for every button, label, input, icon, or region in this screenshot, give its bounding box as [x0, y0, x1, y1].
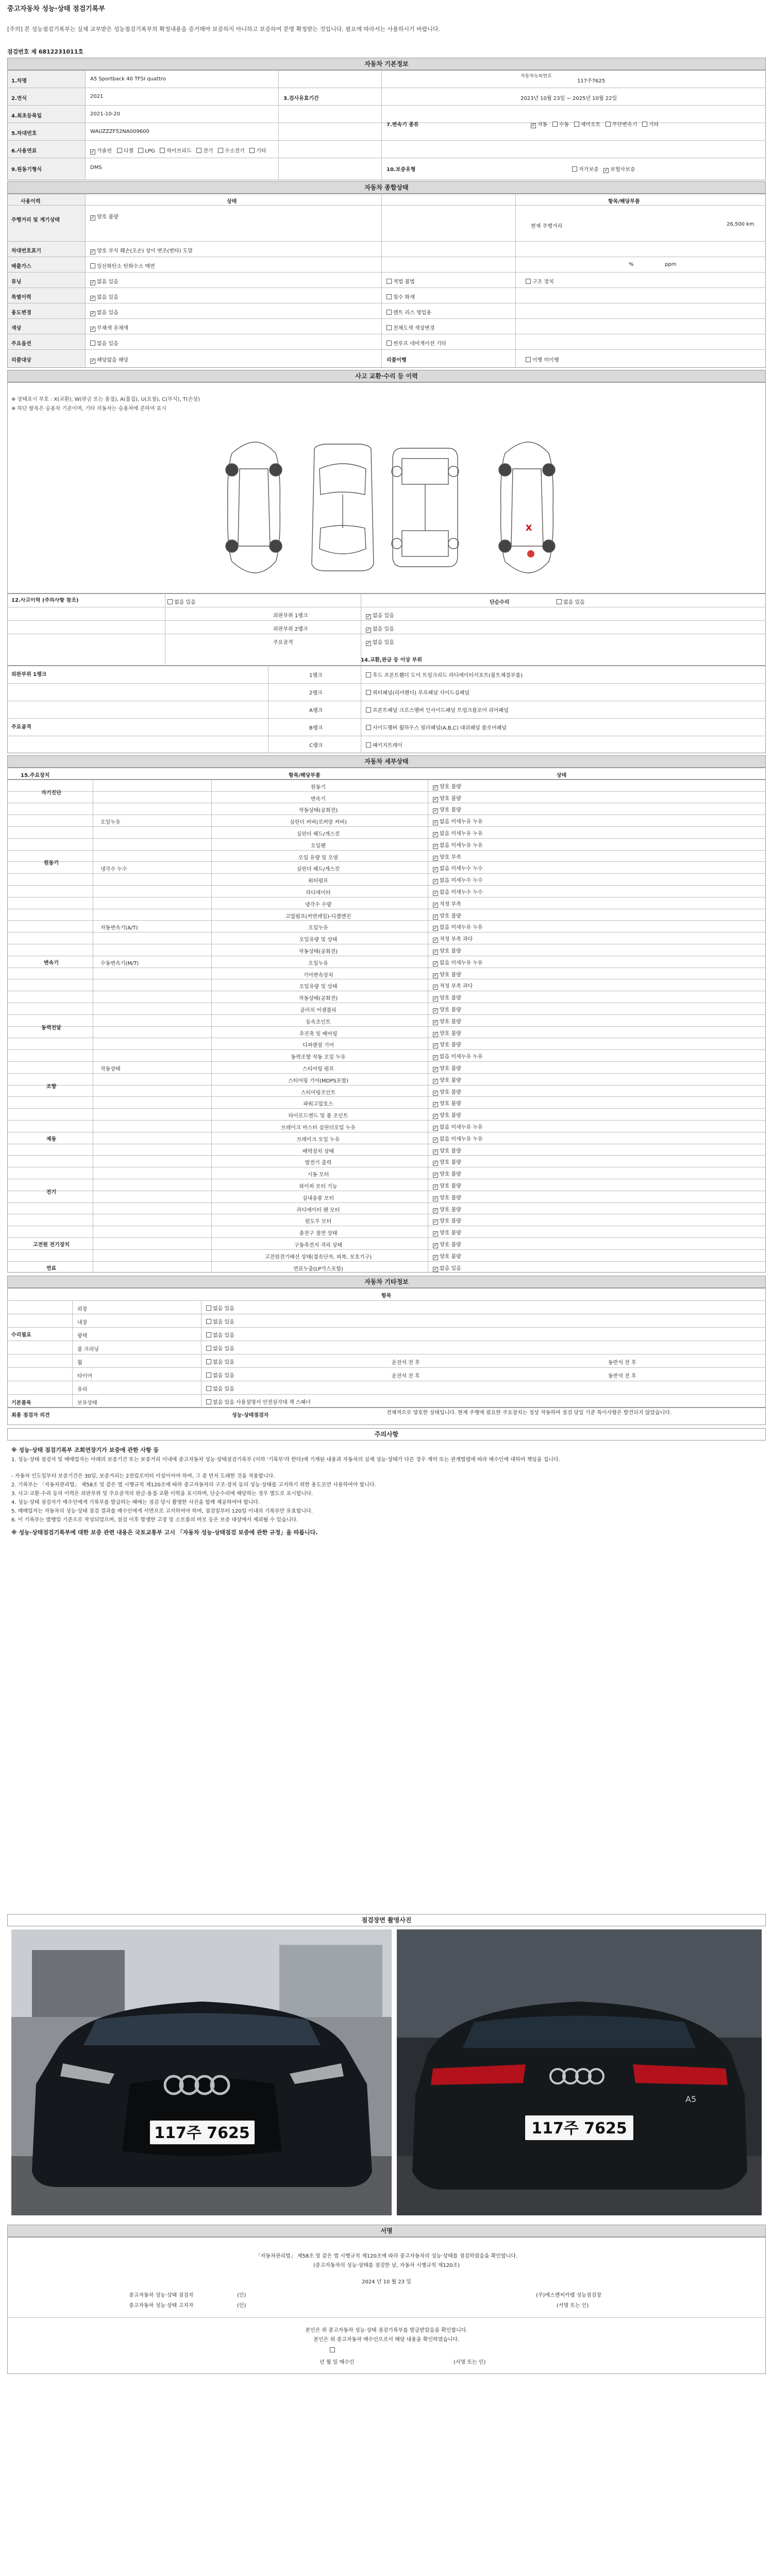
- certificate-number: [7, 47, 83, 56]
- detail-part: 워터펌프: [308, 878, 328, 885]
- detail-part: 실내송풍 모터: [302, 1195, 334, 1201]
- outer-rank1-opts: ✓ 없음 있음: [366, 613, 394, 619]
- state-checkbox[interactable]: ✓: [433, 879, 438, 885]
- summary-label-vin-mark: 차대번호표기: [11, 248, 41, 254]
- state-checkbox[interactable]: ✓: [433, 938, 438, 943]
- detail-part: 오일누유: [308, 960, 328, 967]
- detail-group: 조향: [46, 1083, 57, 1090]
- extra-state: 없음 있음: [206, 1317, 234, 1325]
- buyer-seal: (서명 또는 인): [453, 2360, 486, 2365]
- rank-2: 2랭크: [309, 690, 323, 696]
- detail-part: 라디에이터 팬 모터: [296, 1207, 340, 1213]
- detail-group: 연료: [46, 1266, 57, 1272]
- detail-state: ✓ 없음 미세누수 누수: [433, 866, 483, 873]
- detail-group: 전기: [46, 1189, 57, 1195]
- sign-notifier-label: 중고자동차 성능·상태 고지자: [129, 2303, 194, 2309]
- detail-state: ✓ 없음 미세누유 누유: [433, 842, 483, 849]
- detail-state: ✓ 양호 불량: [433, 784, 461, 790]
- extra-state: 없음 있음: [206, 1371, 234, 1379]
- state-checkbox[interactable]: ✓: [433, 1219, 438, 1225]
- damage-legend: ※ 상태표시 부호 : X(교환), W(판금 또는 용접), A(흠집), U(요철), C(부식), T(손상): [11, 397, 200, 402]
- extra-title: 자동차 기타정보: [7, 1276, 766, 1288]
- detail-state: ✓ 양호 불량: [433, 995, 461, 1002]
- detail-state: ✓ 양호 불량: [433, 1207, 461, 1213]
- extra-driver: 운전석 전 후: [392, 1360, 420, 1366]
- state-checkbox[interactable]: ✓: [433, 1208, 438, 1213]
- summary-unit-ppm: ppm: [665, 262, 677, 267]
- state-checkbox[interactable]: ✓: [433, 1020, 438, 1025]
- basic-info-title: 자동차 기본정보: [7, 58, 766, 70]
- extra-state: 없음 있음: [206, 1358, 234, 1365]
- state-checkbox[interactable]: ✓: [433, 914, 438, 920]
- detail-state: ✓ 양호 불량: [433, 948, 461, 955]
- note-item: 2. 기록부는 「자동차관리법」 제58조 및 같은 법 시행규칙 제120조에 따라 중고자동차의 구조·장치 등의 성능·상태를 고지하기 위한 용도로만 사용하여야 합니다.: [11, 1482, 376, 1488]
- summary-label-special: 특별이력: [11, 295, 31, 300]
- detail-state: ✓ 양호 불량: [433, 1019, 461, 1025]
- buyer-confirm-2: 본인은 위 중고자동차 매수인으로서 해당 내용을 확인하였습니다.: [313, 2337, 460, 2343]
- detail-part: 작동상태(공회전): [298, 949, 338, 955]
- outer-rank1-label: 외판부위 1랭크: [273, 613, 308, 619]
- extra-item: 광택: [77, 1333, 88, 1339]
- rank-a-parts: 프론트패널 크로스멤버 인사이드패널 트렁크플로어 리어패널: [366, 706, 509, 714]
- simple-repair-opts: 없음 있음: [557, 598, 585, 605]
- summary-opts-odometer: ✓ 양호 불량: [91, 214, 119, 221]
- detail-subgroup: 작동상태: [100, 1066, 121, 1072]
- top-notice: [주의] 본 성능점검기록부는 실제 교부받은 성능점검기록부의 확정내용을 증거해야 보증하지 아니하고 보증하여 분명 확정받는 것입니다. 필요에 따라서는 사용하시기 바랍니다.: [7, 26, 441, 32]
- summary-label-tuning: 튜닝: [11, 279, 22, 285]
- front-photo: [11, 1929, 392, 2215]
- state-checkbox[interactable]: ✓: [433, 926, 438, 931]
- summary-recall-label: 리콜이행: [386, 358, 407, 363]
- detail-state: ✓ 양호 불량: [433, 913, 461, 920]
- state-checkbox[interactable]: ✓: [433, 832, 438, 837]
- detail-part: 클러치 어셈블리: [300, 1008, 337, 1013]
- detail-part: 등속조인트: [306, 1019, 331, 1025]
- detail-group: 제동: [46, 1137, 57, 1143]
- detail-state: ✓ 양호 불량: [433, 1113, 461, 1120]
- state-checkbox[interactable]: ✓: [433, 1114, 438, 1120]
- label-fuel: 6.사용연료: [11, 148, 37, 154]
- detail-state: ✓ 양호 불량: [433, 1007, 461, 1013]
- detail-group: 변속기: [44, 960, 59, 967]
- buyer-check: [330, 2347, 337, 2353]
- detail-part: 변속기: [311, 796, 326, 802]
- detail-state: ✓ 양호 불량: [433, 1030, 461, 1037]
- detail-state: ✓ 양호 불량: [433, 972, 461, 978]
- rear-plate-text: 117주 7625: [531, 2120, 627, 2138]
- state-checkbox[interactable]: ✓: [433, 867, 438, 873]
- state-checkbox[interactable]: ✓: [433, 820, 438, 826]
- extra-item: 보유상태: [77, 1400, 97, 1406]
- state-checkbox[interactable]: ✓: [433, 996, 438, 1002]
- state-checkbox[interactable]: ✓: [433, 961, 438, 967]
- change-parts-title: 14.교환,판금 등 이상 부위: [361, 657, 422, 663]
- note-item: 1. 성능·상태 점검자 및 매매업자는 아래의 보증기간 또는 보증거리 이내에 중고자동차 성능·상태점검기록부 (이하 '기록부'라 한다)에 기재된 내용과 자동차의 실제 성능·상태가 다른 경우 계약 또는 관계법령에 따라 매수인에 대하여 책임을 집니다.: [11, 1457, 560, 1463]
- detail-group: 원동기: [44, 860, 59, 867]
- extra-item: 타이어: [77, 1374, 92, 1379]
- summary-recall-opts: 이행 미이행: [526, 355, 559, 363]
- notes-title: 주의사항: [7, 1428, 766, 1440]
- rank-1: 1랭크: [309, 673, 323, 679]
- rank-b: B랭크: [309, 725, 323, 731]
- summary-opts-color: ✓ 무채색 유채색: [91, 326, 129, 332]
- opinion-text: 전체적으로 양호한 상태입니다. 현재 주행에 필요한 주요장치는 정상 작동하며 점검 당일 기준 특이사항은 발견되지 않았습니다.: [386, 1410, 672, 1416]
- car-damage-diagram: [216, 438, 567, 577]
- summary-unit-percent: %: [629, 262, 634, 267]
- car-left-side-outline: [228, 442, 280, 573]
- note-item: - 자동차 인도일부터 보증기간은 30일, 보증거리는 2천킬로미터 이상이어야 하며, 그 중 먼저 도래한 것을 적용합니다.: [11, 1473, 275, 1479]
- summary-special-kind: 침수 화재: [386, 293, 415, 300]
- state-checkbox[interactable]: ✓: [433, 1055, 438, 1061]
- extra-state: 없음 있음: [206, 1331, 234, 1338]
- state-checkbox[interactable]: ✓: [433, 891, 438, 896]
- detail-state: ✓ 없음 미세누유 누유: [433, 1054, 483, 1061]
- opinion-inspector: 성능·상태점검자: [232, 1413, 269, 1418]
- sign-seal-note: (서명 또는 인): [557, 2303, 589, 2309]
- state-checkbox[interactable]: ✓: [433, 1090, 438, 1096]
- summary-opts-recall: ✓ 해당없음 해당: [91, 358, 129, 364]
- fuel-options: ✓ 가솔린 디젤 LPG 하이브리드 전기 수소전기 기타: [91, 148, 266, 155]
- state-checkbox[interactable]: ✓: [433, 1184, 438, 1190]
- detail-part: 작동상태(공회전): [298, 996, 338, 1002]
- value-registration-no: 117주7625: [577, 78, 606, 84]
- summary-label-options: 주요옵션: [11, 341, 31, 347]
- detail-state: ✓ 양호 불량: [433, 1242, 461, 1248]
- extra-item: 내장: [77, 1320, 88, 1326]
- detail-subgroup: 수동변속기(M/T): [100, 960, 139, 967]
- rank-2-parts: 쿼터패널(리어펜더) 루프패널 사이드실패널: [366, 688, 469, 696]
- detail-part: 고압펌프(커먼레일)-디젤엔진: [285, 913, 351, 920]
- detail-part: 디퍼렌셜 기어: [302, 1043, 334, 1049]
- col-state: 상태: [227, 199, 237, 205]
- damage-legend-2: ※ 하단 항목은 승용차 기준이며, 기타 자동차는 승용차에 준하여 표시: [11, 406, 166, 412]
- detail-state: ✓ 양호 불량: [433, 1148, 461, 1155]
- detail-state: ✓ 양호 불량: [433, 1253, 461, 1260]
- detail-part: 오일유량 및 상태: [299, 984, 338, 990]
- state-checkbox[interactable]: ✓: [433, 1102, 438, 1108]
- summary-color-change: 전체도색 색상변경: [386, 324, 434, 331]
- summary-label-color: 색상: [11, 326, 22, 331]
- detail-part: 스티어링 펌프: [302, 1066, 334, 1072]
- damage-title: 사고 교환·수리 등 이력: [7, 370, 766, 382]
- summary-opts-tuning: ✓ 없음 있음: [91, 279, 119, 285]
- detail-state: ✓ 없음 미세누유 누유: [433, 960, 483, 967]
- summary-opts-vin-mark: ✓ 양호 부식 훼손(오손) 상이 변조(변타) 도말: [91, 248, 193, 255]
- rear-badge-text: A5: [685, 2094, 697, 2104]
- simple-repair-label: 단순수리: [490, 600, 510, 605]
- state-checkbox[interactable]: ✓: [433, 796, 438, 802]
- summary-label-odometer: 주행거리 및 계기상태: [11, 217, 60, 223]
- state-checkbox[interactable]: ✓: [433, 1067, 438, 1072]
- state-checkbox[interactable]: ✓: [433, 843, 438, 849]
- detail-state: ✓ 양호 불량: [433, 1101, 461, 1108]
- notes-heading: ※ 성능·상태 점검기록부 조회연장기가 보증에 관한 사항 등: [11, 1447, 159, 1453]
- outer-rank2-label: 외판부위 2랭크: [273, 626, 308, 632]
- note-item: 5. 매매업자는 자동차의 성능·상태 점검 결과를 매수인에게 서면으로 고지하여야 하며, 점검일부터 120일 이내의 기록부만 유효합니다.: [11, 1509, 313, 1514]
- detail-state: ✓ 적정 부족 과다: [433, 937, 473, 943]
- detail-subgroup: 자동변속기(A/T): [100, 925, 138, 931]
- summary-tuning-kind: 구조 장치: [526, 277, 554, 285]
- detail-state: ✓ 양호 불량: [433, 1195, 461, 1201]
- state-checkbox[interactable]: ✓: [433, 808, 438, 814]
- opinion-label: 최종 점검자 의견: [11, 1413, 50, 1418]
- detail-state: ✓ 없음 미세누유 누유: [433, 925, 483, 931]
- detail-part: 오일팬: [311, 843, 326, 849]
- state-checkbox[interactable]: ✓: [433, 1255, 438, 1260]
- summary-usage-kind: 렌트 리스 영업용: [386, 308, 431, 316]
- state-checkbox[interactable]: ✓: [433, 1161, 438, 1166]
- detail-state: ✓ 양호 불량: [433, 1089, 461, 1096]
- detail-state: ✓ 없음 미세누유 누유: [433, 1136, 483, 1143]
- rank-1-parts: 후드 프론트휀더 도어 트렁크리드 라디에이터서포트(볼트체결부품): [366, 671, 523, 679]
- detail-state: ✓ 양호 불량: [433, 1218, 461, 1225]
- extra-state: 없음 있음: [206, 1384, 234, 1392]
- detail-state: ✓ 없음 미세누유 누유: [433, 819, 483, 826]
- detail-state: ✓ 양호 불량: [433, 1077, 461, 1084]
- value-year: 2021: [90, 94, 104, 99]
- frame-opts: ✓ 없음 있음: [366, 640, 394, 646]
- state-checkbox[interactable]: ✓: [433, 902, 438, 908]
- detail-part: 오일유량 및 상태: [299, 937, 338, 943]
- value-vin: WAUZZZF52NA009600: [90, 129, 149, 134]
- car-right-side-outline: [501, 442, 553, 573]
- col-history: 사용이력: [21, 199, 41, 205]
- photos-title: 점검장면 촬영사진: [7, 1914, 766, 1926]
- detail-title: 자동차 세부상태: [7, 755, 766, 768]
- summary-label-emission: 배출가스: [11, 264, 31, 269]
- sign-org: (주)에스앤씨카랩 성능점검장: [536, 2293, 601, 2298]
- detail-subgroup: 오일누유: [100, 820, 121, 826]
- value-inspection-validity: 2023년 10월 23일 ~ 2025년 10월 22일: [520, 96, 617, 101]
- detail-part: 고전원전기배선 상태(접속단자, 피복, 보호기구): [264, 1254, 372, 1260]
- label-vin: 5.차대번호: [11, 131, 37, 137]
- state-checkbox[interactable]: ✓: [433, 985, 438, 990]
- detail-part: 타이로드엔드 및 볼 조인트: [288, 1113, 348, 1120]
- cert-value: 6812231011호: [38, 48, 83, 55]
- detail-part: 실린더 헤드/개스킷: [296, 832, 340, 837]
- detail-group: 자기진단: [41, 790, 61, 796]
- detail-part: 파워고압호스: [303, 1101, 333, 1108]
- detail-part: 연료누출(LP가스포함): [293, 1266, 343, 1272]
- col-item: 항목/해당부품: [608, 199, 640, 205]
- detail-part: 브레이크 마스터 실린더오일 누유: [281, 1125, 356, 1131]
- document-title: 중고자동차 성능·상태 점검기록부: [7, 5, 105, 13]
- detail-state: ✓ 없음 미세누유 누유: [433, 831, 483, 837]
- detail-part: 오일누유: [308, 925, 328, 931]
- label-year: 2.연식: [11, 96, 27, 101]
- detail-state: ✓ 양호 불량: [433, 795, 461, 802]
- summary-opts-emission: 일산화탄소 탄화수소 매연: [90, 262, 155, 269]
- summary-opts-options: 없음 있음: [90, 339, 119, 347]
- detail-subgroup: 냉각수 누수: [100, 867, 127, 873]
- detail-state: ✓ 양호 불량: [433, 1160, 461, 1166]
- detail-part: 발전기 출력: [305, 1160, 332, 1166]
- detail-state: ✓ 없음 있음: [433, 1265, 461, 1272]
- detail-state: ✓ 양호 불량: [433, 1230, 461, 1237]
- state-checkbox[interactable]: ✓: [433, 973, 438, 978]
- summary-opts-special: ✓ 없음 있음: [91, 295, 119, 301]
- sign-title: 서명: [7, 2225, 766, 2237]
- extra-group: 기본품목: [11, 1400, 31, 1406]
- rank-c-parts: 패키지트레이: [366, 741, 402, 749]
- sign-statement: 「자동차관리법」 제58조 및 같은 법 시행규칙 제120조에 따라 중고자동차의 성능·상태를 점검하였음을 확인합니다.: [255, 2253, 518, 2259]
- state-checkbox[interactable]: ✓: [433, 1031, 438, 1037]
- detail-part: 구동축전지 격리 상태: [294, 1243, 343, 1248]
- damage-mark-exchange: X: [526, 523, 532, 533]
- label-inspection-validity: 3.검사유효기간: [283, 96, 319, 101]
- detail-part: 스티어링조인트: [300, 1090, 336, 1096]
- detail-part: 윈도우 모터: [305, 1219, 332, 1225]
- extra-state: 없음 있음: [206, 1344, 234, 1352]
- extra-passenger: 동반석 전 후: [608, 1360, 636, 1366]
- warranty-options: 자가보증 ✓ 보험사보증: [572, 165, 635, 173]
- detail-part: 동력조향 작동 오일 누유: [291, 1055, 346, 1061]
- detail-part: 추진축 및 베어링: [299, 1031, 338, 1037]
- sign-date: 2024 년 10 월 23 일: [362, 2279, 411, 2285]
- detail-part: 시동 모터: [307, 1172, 329, 1178]
- state-checkbox[interactable]: ✓: [433, 1126, 438, 1131]
- state-checkbox[interactable]: ✓: [433, 1008, 438, 1013]
- label-engine-type: 9.원동기형식: [11, 167, 42, 173]
- state-checkbox[interactable]: ✓: [433, 1231, 438, 1237]
- detail-state: ✓ 양호 불량: [433, 1172, 461, 1178]
- extra-passenger: 동반석 전 후: [608, 1374, 636, 1379]
- state-checkbox[interactable]: ✓: [433, 1137, 438, 1143]
- detail-state: ✓ 양호 불량: [433, 1183, 461, 1190]
- extra-item: 룸 크리닝: [77, 1347, 99, 1352]
- state-checkbox[interactable]: ✓: [433, 1196, 438, 1201]
- state-checkbox[interactable]: ✓: [433, 1173, 438, 1178]
- cert-label: 점검번호 제: [7, 48, 37, 55]
- extra-item: 휠: [77, 1360, 82, 1366]
- detail-group: 고전원 전기장치: [32, 1242, 70, 1248]
- detail-part: 스티어링 기어(MDPS포함): [288, 1078, 348, 1084]
- detail-state: ✓ 없음 미세누수 누수: [433, 878, 483, 885]
- sign-inspector-seal: (인): [237, 2293, 246, 2298]
- detail-state: ✓ 적정 부족: [433, 901, 461, 908]
- detail-state: ✓ 양호 부족: [433, 854, 461, 861]
- summary-current-mileage-label: 현재 주행거리: [531, 224, 563, 229]
- detail-part: 배력장치 상태: [302, 1148, 334, 1155]
- sign-notifier-seal: (인): [237, 2303, 246, 2309]
- summary-options-kind: 썬루프 네비게이션 기타: [386, 339, 446, 347]
- detail-part: 실린더 커버(로커암 커버): [290, 820, 347, 826]
- rank-a: A랭크: [309, 708, 323, 714]
- note-item: 3. 사고·교환·수리 등의 이력은 외판부위 및 주요골격의 판금·용접·교환 이력을 표시하며, 단순수리에 해당하는 경우 별도로 표시합니다.: [11, 1491, 313, 1497]
- rank-outer-group: 외판부위 1랭크: [11, 672, 47, 677]
- detail-part: 와이퍼 모터 기능: [299, 1184, 338, 1190]
- detail-part: 라디에이터: [306, 890, 331, 896]
- state-checkbox[interactable]: ✓: [433, 1243, 438, 1248]
- state-checkbox[interactable]: ✓: [433, 1266, 438, 1272]
- summary-tuning-legal: 적법 불법: [386, 277, 415, 285]
- detail-state: ✓ 양호 불량: [433, 1066, 461, 1072]
- rear-photo: [397, 1929, 762, 2215]
- summary-opts-usage: ✓ 없음 있음: [91, 310, 119, 316]
- value-first-registration: 2021-10-20: [90, 111, 121, 117]
- state-checkbox[interactable]: ✓: [433, 1078, 438, 1084]
- detail-state: ✓ 양호 불량: [433, 1042, 461, 1049]
- buyer-date: 년 월 일 매수인: [320, 2360, 355, 2365]
- extra-item: 외장: [77, 1307, 88, 1312]
- detail-part: 작동상태(공회전): [298, 808, 338, 814]
- label-warranty: 10.보증유형: [386, 167, 416, 173]
- outer-rank2-opts: ✓ 없음 있음: [366, 626, 394, 633]
- sign-inspector-label: 중고자동차 성능·상태 점검자: [129, 2293, 194, 2298]
- note-item: 4. 성능·상태 점검자가 매수인에게 기록부를 발급하는 때에는 점검 당시 촬영한 사진을 함께 제공하여야 합니다.: [11, 1500, 260, 1505]
- label-registration-no: 자동차등록번호: [520, 74, 552, 79]
- detail-part: 냉각수 수량: [305, 902, 332, 908]
- accident-history-opts: 없음 있음: [167, 598, 196, 605]
- detail-part: 원동기: [311, 784, 326, 790]
- rank-c: C랭크: [309, 743, 323, 749]
- note-item: 6. 이 기록부는 발행일 기준으로 작성되었으며, 점검 이후 발생한 고장 및 소모품의 마모 등은 보증 대상에서 제외될 수 있습니다.: [11, 1517, 298, 1523]
- front-plate-text: 117주 7625: [154, 2124, 250, 2142]
- detail-state: ✓ 양호 불량: [433, 807, 461, 814]
- summary-label-usage: 용도변경: [11, 310, 31, 316]
- extra-col: 항목: [381, 1293, 392, 1299]
- state-checkbox[interactable]: ✓: [433, 1043, 438, 1049]
- extra-group: 수리필요: [11, 1332, 31, 1338]
- detail-state: ✓ 없음 미세누수 누수: [433, 890, 483, 896]
- detail-part: 기어변속장치: [303, 972, 333, 978]
- detail-part: 충전구 절연 상태: [299, 1231, 338, 1237]
- frame-label: 주요골격: [273, 640, 293, 646]
- detail-state: ✓ 적정 부족 과다: [433, 984, 473, 990]
- rank-frame-group: 주요골격: [11, 724, 31, 730]
- state-checkbox[interactable]: ✓: [433, 785, 438, 790]
- value-model: A5 Sportback 40 TFSI quattro: [90, 76, 166, 82]
- extra-state: 없음 있음: [206, 1304, 234, 1312]
- checkbox-checked[interactable]: ✓: [531, 123, 535, 128]
- accident-history-label: 12.사고이력 (주의사항 참조): [11, 598, 79, 603]
- value-engine-type: DMS: [90, 165, 102, 171]
- state-checkbox[interactable]: ✓: [433, 950, 438, 955]
- detail-col-device: 15.주요장치: [21, 773, 50, 778]
- detail-part: 오일 유량 및 오염: [298, 855, 339, 861]
- detail-state: ✓ 없음 미세누유 누유: [433, 1125, 483, 1131]
- sign-statement-2: (중고자동차의 성능·상태를 점검한 날, 자동차 시행규칙 제120조): [313, 2263, 460, 2268]
- state-checkbox[interactable]: ✓: [433, 855, 438, 861]
- label-model: 1.차명: [11, 78, 27, 84]
- detail-part: 실린더 헤드/개스킷: [296, 867, 340, 873]
- summary-label-recall: 리콜대상: [11, 358, 31, 363]
- detail-col-part: 항목/해당부품: [289, 773, 321, 778]
- damage-mark-dot: [527, 550, 534, 557]
- notes-warning: ※ 성능·상태점검기록부에 대한 보증 관련 내용은 국토교통부 고시 「자동차 성능·상태점검 보증에 관한 규정」을 따릅니다.: [11, 1529, 318, 1536]
- summary-current-mileage: 26,500 km: [727, 222, 754, 227]
- buyer-confirm-1: 본인은 위 중고자동차 성능·상태 점검기록부를 발급받았음을 확인합니다.: [305, 2328, 468, 2333]
- state-checkbox[interactable]: ✓: [433, 1149, 438, 1155]
- label-transmission: 7.변속기 종류: [386, 122, 419, 128]
- label-first-registration: 4.최초등록일: [11, 113, 42, 119]
- extra-state: 없음 있음 사용설명서 안전삼각대 잭 스패너: [206, 1398, 311, 1405]
- detail-col-state: 상태: [557, 773, 567, 778]
- detail-group: 동력전달: [41, 1025, 61, 1031]
- rank-b-parts: 사이드멤버 휠하우스 필러패널(A,B,C) 대쉬패널 플로어패널: [366, 723, 507, 731]
- extra-driver: 운전석 전 후: [392, 1374, 420, 1379]
- detail-part: 브레이크 오일 누유: [296, 1137, 340, 1143]
- extra-item: 유리: [77, 1387, 88, 1393]
- summary-title: 자동차 종합상태: [7, 181, 766, 194]
- transmission-options: ✓ 자동 수동 세미오토 무단변속기 기타: [531, 122, 659, 128]
